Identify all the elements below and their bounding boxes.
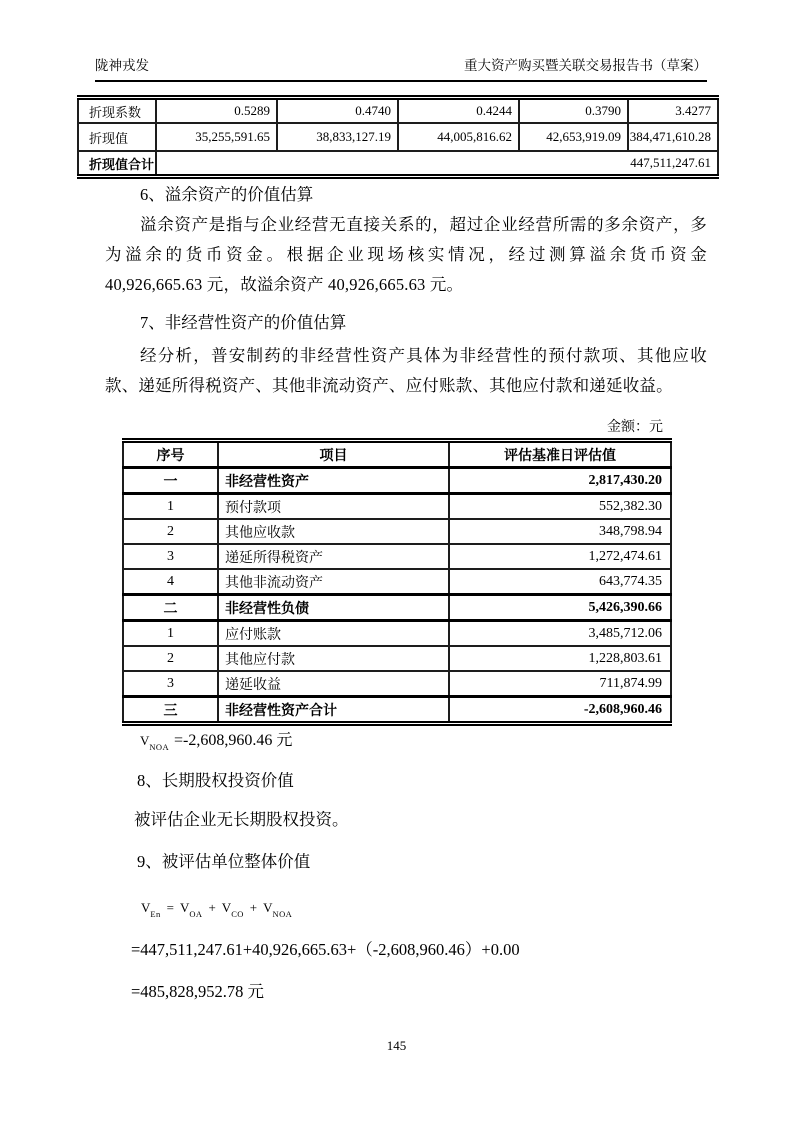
row-label: 折现系数 bbox=[78, 98, 156, 124]
cell-value: 552,382.30 bbox=[449, 494, 671, 520]
table-row bbox=[78, 98, 718, 124]
cell-value: 5,426,390.66 bbox=[449, 595, 671, 621]
cell-no: 二 bbox=[123, 595, 218, 621]
formula-subscript: OA bbox=[189, 909, 203, 919]
formula-result: =-2,608,960.46 元 bbox=[174, 732, 293, 749]
discount-table bbox=[77, 95, 719, 179]
formula-subscript: NOA bbox=[149, 742, 170, 752]
cell-value: 0.5289 bbox=[156, 98, 277, 124]
section8-body: 被评估企业无长期股权投资。 bbox=[134, 810, 349, 829]
table-row bbox=[78, 123, 718, 151]
cell-value: 0.3790 bbox=[519, 98, 628, 124]
table-total-row bbox=[78, 151, 718, 177]
cell-no: 4 bbox=[123, 569, 218, 595]
cell-value: 42,653,919.09 bbox=[519, 123, 628, 151]
table-header-row bbox=[123, 441, 671, 468]
cell-value: 0.4740 bbox=[277, 98, 398, 124]
cell-item: 其他应收款 bbox=[218, 519, 449, 544]
formula-variable: V bbox=[179, 900, 190, 915]
row-label: 折现值 bbox=[78, 123, 156, 151]
formula-operator: + bbox=[208, 900, 216, 915]
cell-value: 1,228,803.61 bbox=[449, 646, 671, 671]
column-header-value: 评估基准日评估值 bbox=[449, 441, 671, 468]
column-header-no: 序号 bbox=[123, 441, 218, 468]
amount-unit-label: 金额：元 bbox=[607, 420, 663, 435]
cell-item: 预付款项 bbox=[218, 494, 449, 520]
formula-variable: V bbox=[221, 900, 232, 915]
formula-operator: = bbox=[166, 900, 174, 915]
row-label: 折现值合计 bbox=[78, 151, 156, 177]
table-row bbox=[123, 646, 671, 671]
cell-item: 其他非流动资产 bbox=[218, 569, 449, 595]
table-row bbox=[123, 621, 671, 647]
cell-item: 其他应付款 bbox=[218, 646, 449, 671]
cell-no: 一 bbox=[123, 468, 218, 494]
table-row bbox=[123, 468, 671, 494]
cell-value: 643,774.35 bbox=[449, 569, 671, 595]
section6-paragraph: 溢余资产是指与企业经营无直接关系的，超过企业经营所需的多余资产，多为溢余的货币资金。根据企业现场核实情况，经过测算溢余货币资金 40,926,665.63 元，故溢余资产 40,926,665.63 元。 bbox=[105, 215, 707, 294]
cell-value: 2,817,430.20 bbox=[449, 468, 671, 494]
calc-line-2: =485,828,952.78 元 bbox=[131, 982, 265, 1001]
cell-no: 2 bbox=[123, 519, 218, 544]
cell-value: 44,005,816.62 bbox=[398, 123, 519, 151]
cell-value: 35,255,591.65 bbox=[156, 123, 277, 151]
cell-item: 递延收益 bbox=[218, 671, 449, 697]
table-row bbox=[123, 671, 671, 697]
section7-paragraph: 经分析，普安制药的非经营性资产具体为非经营性的预付款项、其他应收款、递延所得税资产、其他非流动资产、应付账款、其他应付款和递延收益。 bbox=[105, 346, 707, 395]
formula-ven bbox=[141, 898, 292, 919]
formula-operator: + bbox=[249, 900, 258, 915]
table-row bbox=[123, 569, 671, 595]
header-report-title: 重大资产购买暨关联交易报告书（草案） bbox=[464, 58, 707, 73]
cell-total-value: 447,511,247.61 bbox=[156, 151, 718, 177]
cell-value: 384,471,610.28 bbox=[628, 123, 718, 151]
section-heading-9: 9、被评估单位整体价值 bbox=[137, 852, 311, 871]
cell-no: 1 bbox=[123, 494, 218, 520]
cell-no: 三 bbox=[123, 697, 218, 724]
formula-subscript: CO bbox=[231, 909, 244, 919]
cell-value: 38,833,127.19 bbox=[277, 123, 398, 151]
calc-line-1: =447,511,247.61+40,926,665.63+（-2,608,960.46）+0.00 bbox=[131, 940, 520, 959]
table-row bbox=[123, 544, 671, 569]
column-header-item: 项目 bbox=[218, 441, 449, 468]
cell-no: 3 bbox=[123, 671, 218, 697]
cell-no: 2 bbox=[123, 646, 218, 671]
cell-no: 1 bbox=[123, 621, 218, 647]
cell-item: 非经营性资产合计 bbox=[218, 697, 449, 724]
cell-item: 非经营性负债 bbox=[218, 595, 449, 621]
formula-subscript: NOA bbox=[272, 909, 293, 919]
cell-value: 3.4277 bbox=[628, 98, 718, 124]
table-row bbox=[123, 595, 671, 621]
page-header bbox=[95, 54, 707, 82]
cell-item: 递延所得税资产 bbox=[218, 544, 449, 569]
page-number: 145 bbox=[386, 1038, 407, 1053]
cell-value: 348,798.94 bbox=[449, 519, 671, 544]
cell-value: 0.4244 bbox=[398, 98, 519, 124]
formula-vnoa bbox=[140, 731, 292, 752]
cell-no: 3 bbox=[123, 544, 218, 569]
cell-item: 应付账款 bbox=[218, 621, 449, 647]
section-heading-6: 6、溢余资产的价值估算 bbox=[140, 185, 314, 204]
formula-variable: V bbox=[141, 900, 151, 915]
table-total-row bbox=[123, 697, 671, 724]
cell-value: 711,874.99 bbox=[449, 671, 671, 697]
cell-value: -2,608,960.46 bbox=[449, 697, 671, 724]
cell-item: 非经营性资产 bbox=[218, 468, 449, 494]
cell-value: 3,485,712.06 bbox=[449, 621, 671, 647]
non-operating-assets-table bbox=[122, 438, 672, 726]
table-row bbox=[123, 494, 671, 520]
section-heading-7: 7、非经营性资产的价值估算 bbox=[140, 313, 347, 332]
formula-variable: V bbox=[263, 900, 273, 915]
formula-subscript: En bbox=[150, 909, 161, 919]
cell-value: 1,272,474.61 bbox=[449, 544, 671, 569]
section-heading-8: 8、长期股权投资价值 bbox=[137, 771, 294, 790]
header-company-name: 陇神戎发 bbox=[95, 58, 149, 73]
table-row bbox=[123, 519, 671, 544]
formula-variable: V bbox=[140, 733, 150, 748]
